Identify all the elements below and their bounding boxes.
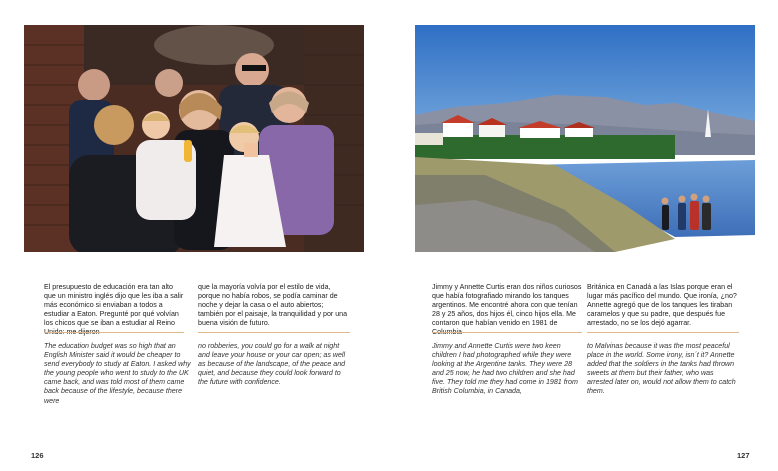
spanish-text-col2: Británica en Canadá a las Islas porque eran el lugar más pacífico del mundo. Que ironía, ¿no? Annette agregó que de los tanques les tiraban caramelos y que su padre, que después fue arrestado, no se los dejó agarrar. <box>587 283 737 328</box>
family-group-photo <box>24 25 364 252</box>
english-text-col2: to Malvinas because it was the most peaceful place in the world. Some irony, isn´t it? Annette added that the soldiers in the tanks had thrown sweets at them but their father, who was arrested later on, would not allow them to catch them. <box>587 342 736 396</box>
english-text-col1: The education budget was so high that an English Minister said it would be cheaper to send everybody to study at Eaton. I asked why the young people who went to study to the UK came back, and was told most of them came back because of the lifestyle, because there were <box>44 342 191 405</box>
page-number: 126 <box>31 451 44 460</box>
english-text-col1: Jimmy and Annette Curtis were two keen children I had photographed while they were looking at the Argentine tanks. They were 28 and 25 now, he had two children and she had five. They told me they had come in 1981 from British Columbia, in Canada, <box>432 342 578 396</box>
page-number: 127 <box>737 451 750 460</box>
divider-line <box>432 332 582 333</box>
right-page <box>389 0 778 471</box>
divider-line <box>198 332 350 333</box>
english-text-col2: no robberies, you could go for a walk at night and leave your house or your car open; as well as because of the landscape, of the peace and quiet, and because they could look forward to the future with confidence. <box>198 342 346 387</box>
divider-line <box>587 332 739 333</box>
spanish-text-col1: Jimmy y Annette Curtis eran dos niños curiosos que había fotografiado mirando los tanques argentinos. Me encontré ahora con que tenían 28 y 25 años, dos hijos él, cinco hijos ella. Me contaron que habían venido en 1981 de Columbia <box>432 283 582 337</box>
spanish-text-col2: que la mayoría volvía por el estilo de vida, porque no había robos, se podía caminar de noche y dejar la casa o el auto abiertos; también por el paisaje, la tranquilidad y por una buena visión de futuro. <box>198 283 348 328</box>
harbour-landscape-photo <box>415 25 755 252</box>
spanish-text-col1: El presupuesto de educación era tan alto que un ministro inglés dijo que les iba a salir más económico si enviaban a todos a estudiar a Eaton. Pregunté por qué volvían los chicos que se iban a estudiar al Reino Unido: me dijeron <box>44 283 184 337</box>
divider-line <box>44 332 184 333</box>
